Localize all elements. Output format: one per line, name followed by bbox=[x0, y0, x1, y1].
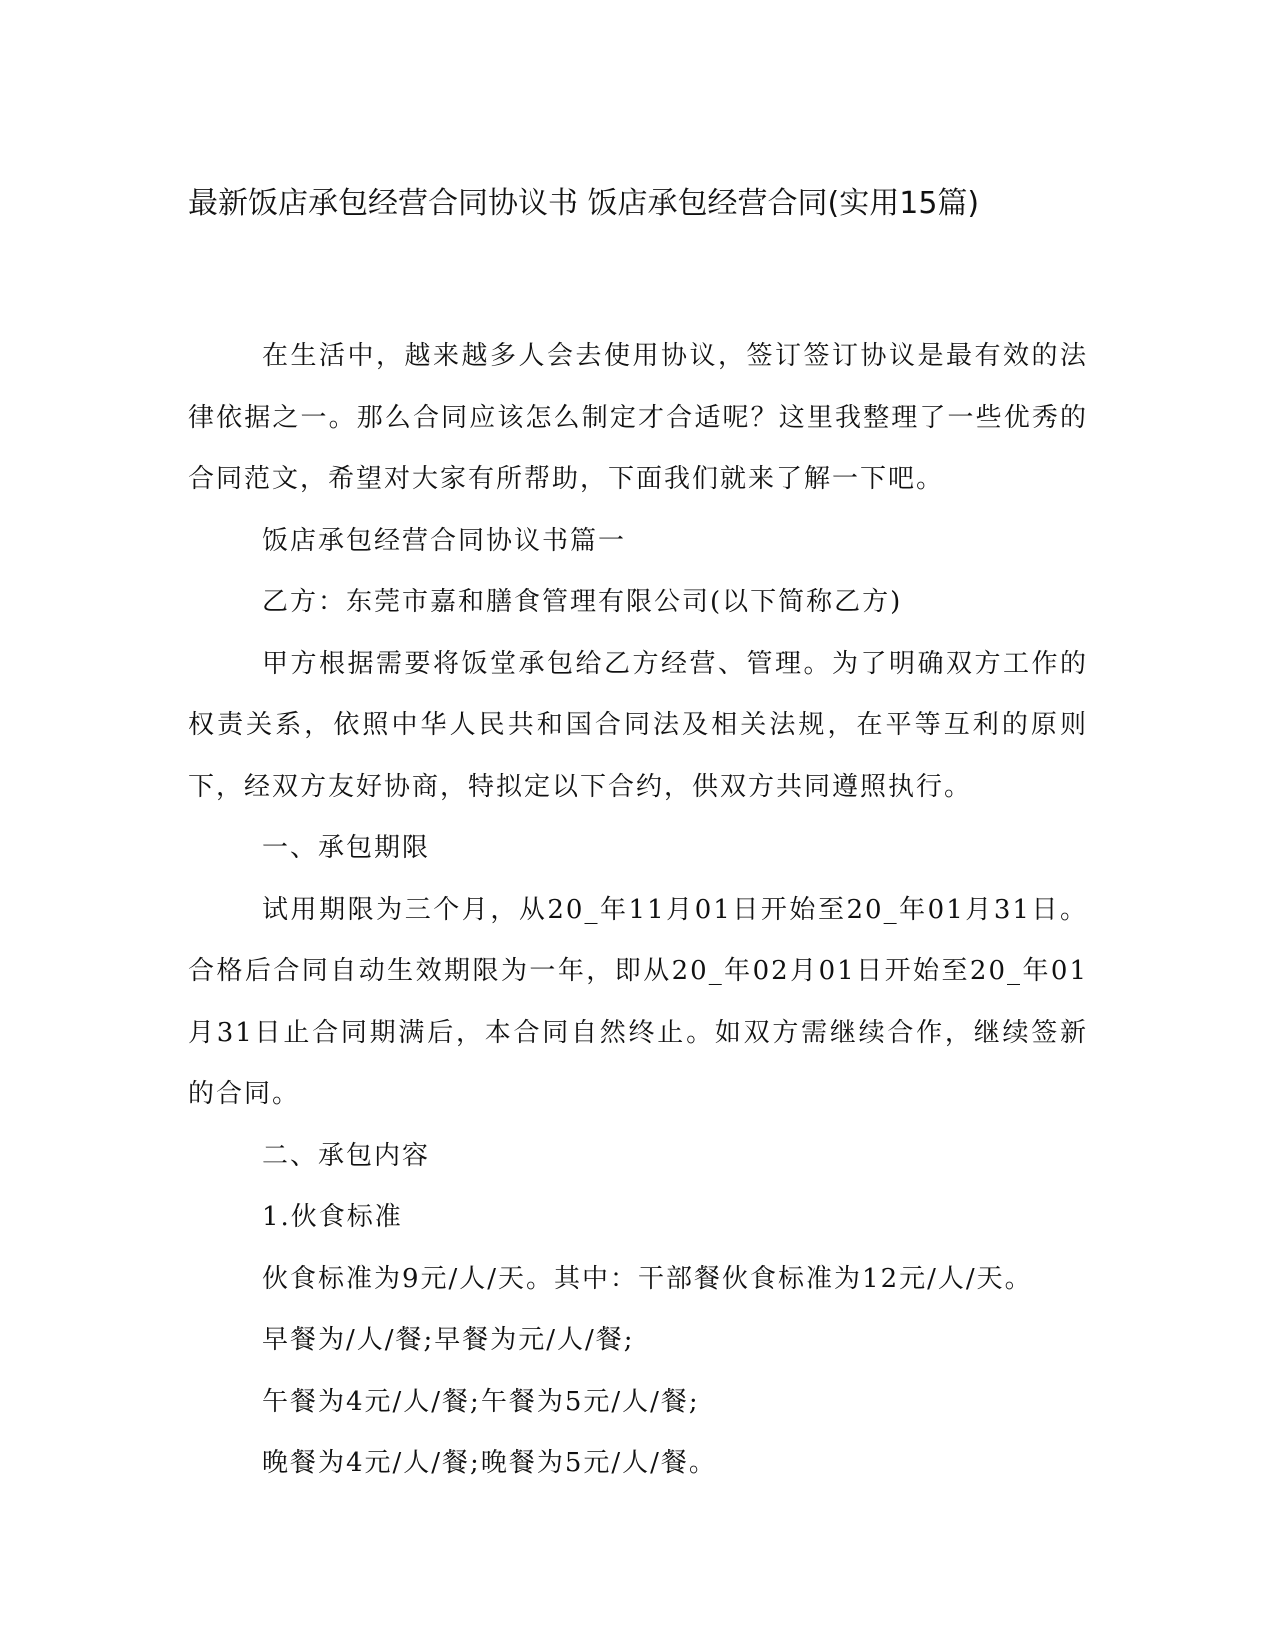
food-standard-line: 伙食标准为9元/人/天。其中：干部餐伙食标准为12元/人/天。 bbox=[262, 1263, 1033, 1294]
clause-heading-term: 一、承包期限 bbox=[262, 833, 431, 863]
breakfast-line: 早餐为/人/餐;早餐为元/人/餐; bbox=[262, 1325, 635, 1355]
subclause-heading-food-standard: 1.伙食标准 bbox=[262, 1202, 403, 1232]
section-heading-part-one: 饭店承包经营合同协议书篇一 bbox=[262, 525, 627, 556]
dinner-line: 晚餐为4元/人/餐;晚餐为5元/人/餐。 bbox=[262, 1448, 717, 1478]
term-paragraph: 试用期限为三个月，从20_年11月01日开始至20_年01月31日。合格后合同自动生效期限为一年，即从20_年02月01日开始至20_年01月31日止合同期满后，本合同自然终止。如双方需继续合作，继续签新的合同。 bbox=[188, 894, 1088, 1109]
lunch-line: 午餐为4元/人/餐;午餐为5元/人/餐; bbox=[262, 1386, 700, 1417]
clause-heading-content: 二、承包内容 bbox=[262, 1140, 431, 1171]
document-title: 最新饭店承包经营合同协议书 饭店承包经营合同(实用15篇) bbox=[188, 186, 980, 221]
party-b-line: 乙方：东莞市嘉和膳食管理有限公司(以下简称乙方) bbox=[262, 587, 903, 617]
intro-paragraph: 在生活中，越来越多人会去使用协议，签订签订协议是最有效的法律依据之一。那么合同应该怎么制定才合适呢？这里我整理了一些优秀的合同范文，希望对大家有所帮助，下面我们就来了解一下吧。 bbox=[188, 341, 1088, 494]
document-body bbox=[188, 326, 1088, 1495]
preamble-paragraph: 甲方根据需要将饭堂承包给乙方经营、管理。为了明确双方工作的权责关系，依照中华人民共和国合同法及相关法规，在平等互利的原则下，经双方友好协商，特拟定以下合约，供双方共同遵照执行。 bbox=[188, 648, 1088, 802]
